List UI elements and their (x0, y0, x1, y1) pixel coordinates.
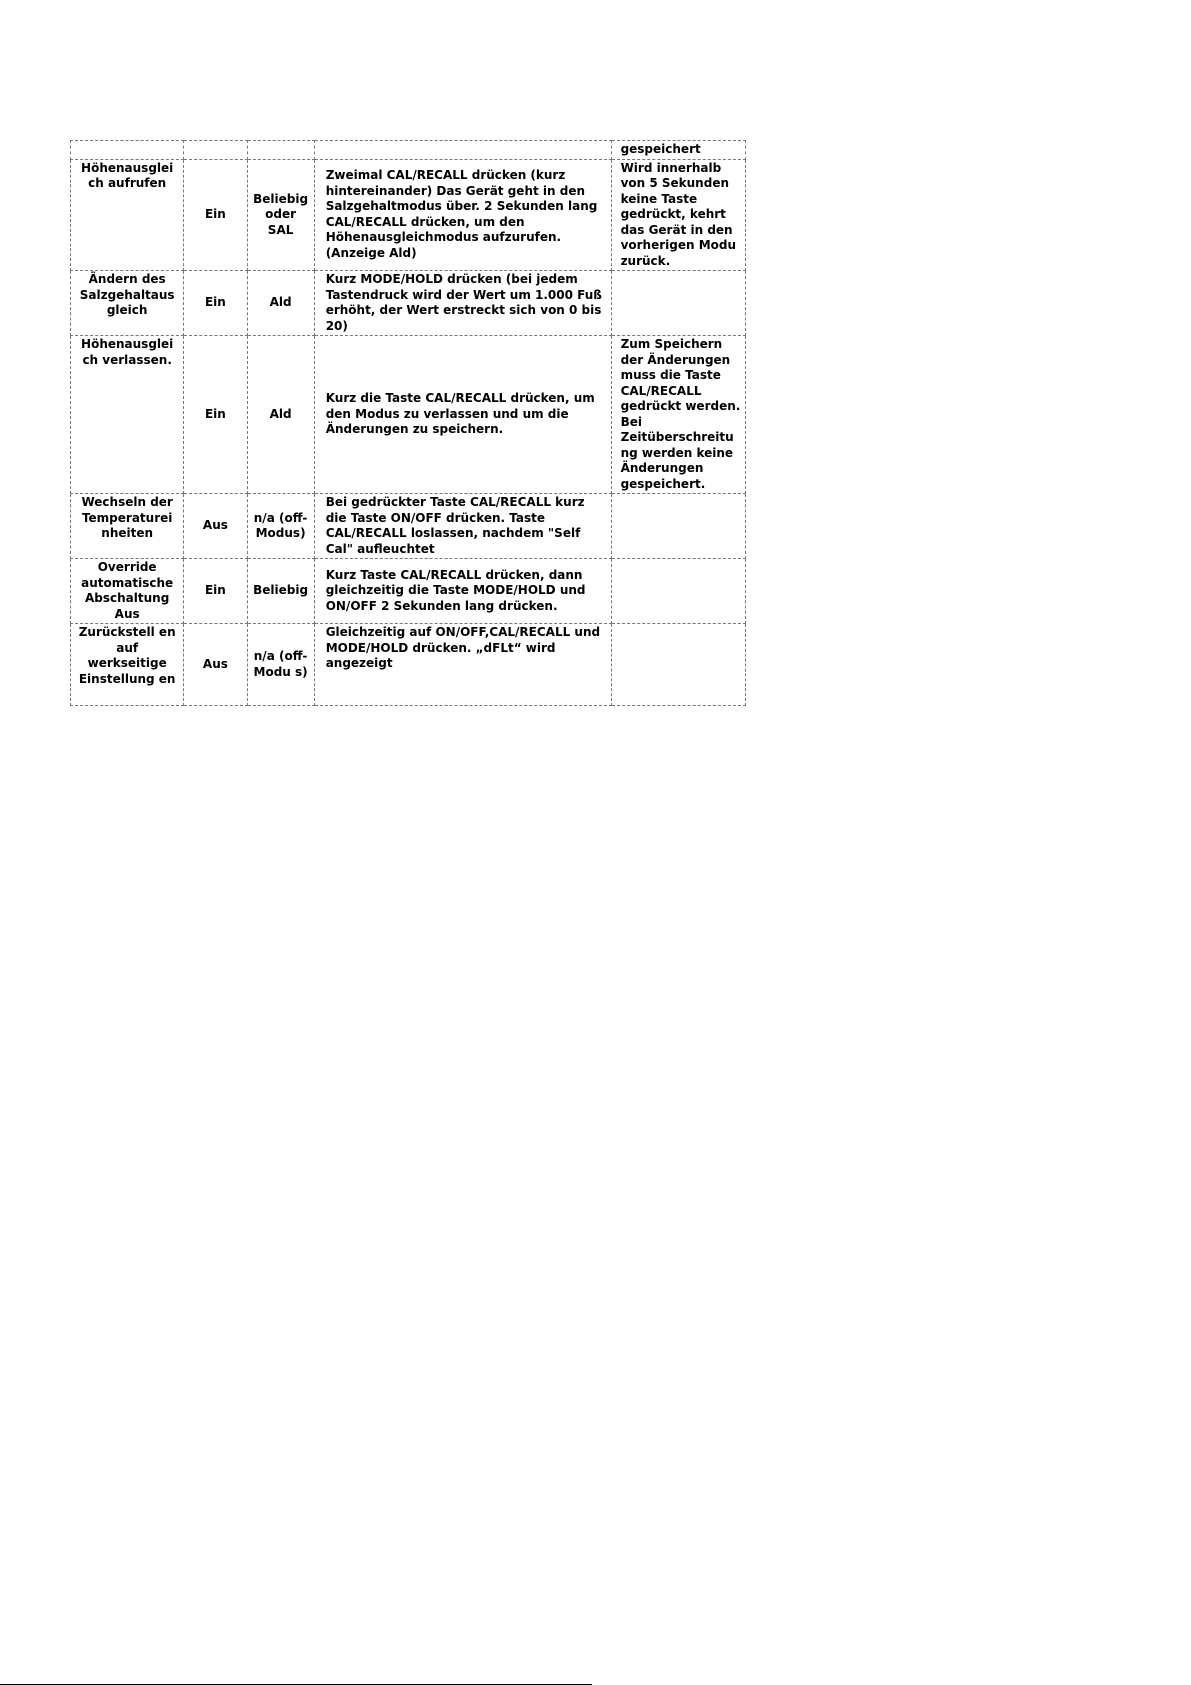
power-cell: Ein (184, 336, 247, 494)
mode-cell: Beliebig oder SAL (247, 159, 314, 271)
function-cell: Zurückstell en auf werkseitige Einstellung en (71, 624, 184, 706)
table-row (71, 624, 746, 706)
note-cell (611, 494, 745, 559)
action-cell: Kurz die Taste CAL/RECALL drücken, um den Modus zu verlassen und um die Änderungen zu speichern. (314, 336, 611, 494)
function-cell: Höhenausglei ch aufrufen (71, 159, 184, 271)
table-row (71, 159, 746, 271)
note-cell: Zum Speichern der Änderungen muss die Taste CAL/RECALL gedrückt werden. Bei Zeitüberschreitu ng werden keine Änderungen gespeichert. (611, 336, 745, 494)
note-cell (611, 559, 745, 624)
action-cell: Kurz Taste CAL/RECALL drücken, dann gleichzeitig die Taste MODE/HOLD und ON/OFF 2 Sekunden lang drücken. (314, 559, 611, 624)
function-cell: Override automatische Abschaltung Aus (71, 559, 184, 624)
power-cell: Ein (184, 559, 247, 624)
note-cell: gespeichert (611, 141, 745, 160)
function-cell: Höhenausglei ch verlassen. (71, 336, 184, 494)
mode-cell: Ald (247, 336, 314, 494)
power-cell: Ein (184, 159, 247, 271)
mode-cell: Ald (247, 271, 314, 336)
function-cell: Ändern des Salzgehaltaus gleich (71, 271, 184, 336)
table-row (71, 559, 746, 624)
note-cell (611, 271, 745, 336)
action-cell: Kurz MODE/HOLD drücken (bei jedem Tastendruck wird der Wert um 1.000 Fuß erhöht, der Wert erstreckt sich von 0 bis 20) (314, 271, 611, 336)
note-cell: Wird innerhalb von 5 Sekunden keine Taste gedrückt, kehrt das Gerät in den vorherigen Modu zurück. (611, 159, 745, 271)
mode-cell (247, 141, 314, 160)
action-cell: Bei gedrückter Taste CAL/RECALL kurz die Taste ON/OFF drücken. Taste CAL/RECALL loslassen, nachdem "Self Cal" aufleuchtet (314, 494, 611, 559)
power-cell (184, 141, 247, 160)
function-cell: Wechseln der Temperaturei nheiten (71, 494, 184, 559)
action-cell: Zweimal CAL/RECALL drücken (kurz hintereinander) Das Gerät geht in den Salzgehaltmodus über. 2 Sekunden lang CAL/RECALL drücken, um den Höhenausgleichmodus aufzurufen. (Anzeige Ald) (314, 159, 611, 271)
mode-cell: Beliebig (247, 559, 314, 624)
function-cell (71, 141, 184, 160)
function-table (70, 140, 746, 706)
power-cell: Ein (184, 271, 247, 336)
action-cell (314, 141, 611, 160)
mode-cell: n/a (off-Modu s) (247, 624, 314, 706)
table-row (71, 271, 746, 336)
table-row (71, 336, 746, 494)
mode-cell: n/a (off-Modus) (247, 494, 314, 559)
note-cell (611, 624, 745, 706)
power-cell: Aus (184, 494, 247, 559)
power-cell: Aus (184, 624, 247, 706)
table-row (71, 141, 746, 160)
action-cell: Gleichzeitig auf ON/OFF,CAL/RECALL und MODE/HOLD drücken. „dFLt“ wird angezeigt (314, 624, 611, 706)
table-row (71, 494, 746, 559)
